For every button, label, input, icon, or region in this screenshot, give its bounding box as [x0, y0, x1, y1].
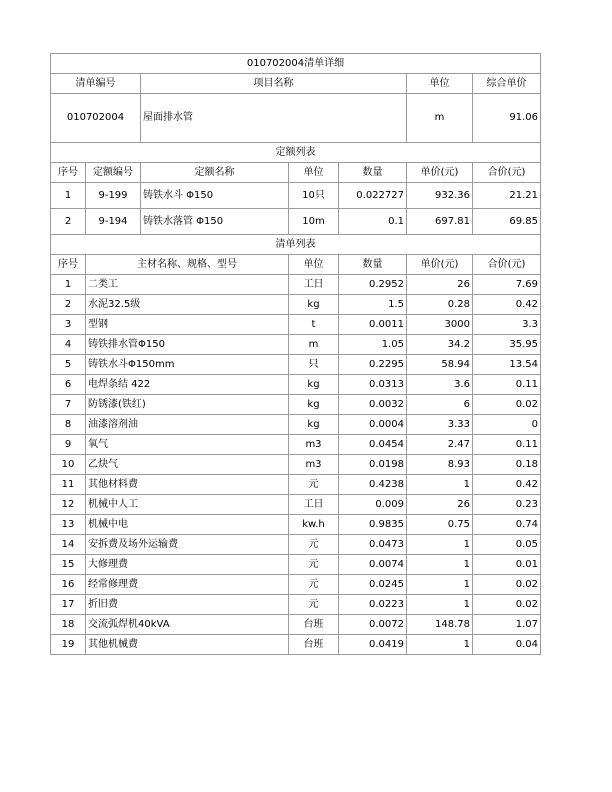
material-total: 0 [473, 415, 541, 435]
material-name: 大修理费 [86, 555, 289, 575]
col-code-header: 清单编号 [51, 74, 141, 94]
material-no: 5 [51, 355, 86, 375]
material-total: 0.42 [473, 475, 541, 495]
material-price: 1 [407, 555, 473, 575]
material-row [51, 555, 541, 575]
material-unit: 只 [289, 355, 339, 375]
material-qty: 0.0198 [339, 455, 407, 475]
material-qty: 0.009 [339, 495, 407, 515]
quota-header-code: 定额编号 [86, 163, 141, 183]
quota-name: 铸铁水斗 Φ150 [141, 183, 289, 209]
quota-code: 9-199 [86, 183, 141, 209]
material-unit: t [289, 315, 339, 335]
material-no: 18 [51, 615, 86, 635]
quota-code: 9-194 [86, 209, 141, 235]
quota-price: 697.81 [407, 209, 473, 235]
material-price: 6 [407, 395, 473, 415]
material-price: 1 [407, 535, 473, 555]
material-qty: 0.0473 [339, 535, 407, 555]
material-name: 机械中电 [86, 515, 289, 535]
material-qty: 0.0223 [339, 595, 407, 615]
material-price: 1 [407, 475, 473, 495]
material-total: 35.95 [473, 335, 541, 355]
material-unit: 台班 [289, 615, 339, 635]
material-total: 0.02 [473, 595, 541, 615]
material-price: 1 [407, 575, 473, 595]
material-unit: 元 [289, 475, 339, 495]
col-name-header: 项目名称 [141, 74, 407, 94]
material-total: 0.04 [473, 635, 541, 655]
material-price: 34.2 [407, 335, 473, 355]
quota-total: 69.85 [473, 209, 541, 235]
material-qty: 0.2295 [339, 355, 407, 375]
quota-total: 21.21 [473, 183, 541, 209]
quota-row [51, 183, 541, 209]
material-no: 1 [51, 275, 86, 295]
material-row [51, 355, 541, 375]
materials-header-qty: 数量 [339, 255, 407, 275]
material-name: 交流弧焊机40kVA [86, 615, 289, 635]
material-unit: kg [289, 415, 339, 435]
material-price: 26 [407, 275, 473, 295]
material-price: 3000 [407, 315, 473, 335]
material-no: 19 [51, 635, 86, 655]
material-qty: 0.9835 [339, 515, 407, 535]
material-qty: 0.0032 [339, 395, 407, 415]
material-price: 2.47 [407, 435, 473, 455]
material-name: 电焊条结 422 [86, 375, 289, 395]
material-unit: m [289, 335, 339, 355]
material-no: 17 [51, 595, 86, 615]
material-no: 9 [51, 435, 86, 455]
material-row [51, 435, 541, 455]
quota-no: 1 [51, 183, 86, 209]
material-total: 0.74 [473, 515, 541, 535]
col-price-header: 综合单价 [473, 74, 541, 94]
material-total: 0.18 [473, 455, 541, 475]
material-price: 0.75 [407, 515, 473, 535]
material-total: 0.02 [473, 575, 541, 595]
material-total: 13.54 [473, 355, 541, 375]
quota-header-row [51, 163, 541, 183]
material-price: 3.6 [407, 375, 473, 395]
material-row [51, 635, 541, 655]
material-name: 经常修理费 [86, 575, 289, 595]
materials-header-name: 主材名称、规格、型号 [86, 255, 289, 275]
materials-section-title: 清单列表 [51, 235, 541, 255]
material-total: 3.3 [473, 315, 541, 335]
material-name: 水泥32.5级 [86, 295, 289, 315]
material-qty: 0.0419 [339, 635, 407, 655]
quota-unit: 10m [289, 209, 339, 235]
material-name: 其他机械费 [86, 635, 289, 655]
material-qty: 0.0074 [339, 555, 407, 575]
material-total: 0.11 [473, 435, 541, 455]
material-qty: 0.4238 [339, 475, 407, 495]
materials-header-row [51, 255, 541, 275]
material-unit: 元 [289, 555, 339, 575]
material-name: 铸铁水斗Φ150mm [86, 355, 289, 375]
material-total: 0.02 [473, 395, 541, 415]
material-row [51, 335, 541, 355]
item-price: 91.06 [473, 94, 541, 143]
material-total: 7.69 [473, 275, 541, 295]
material-no: 4 [51, 335, 86, 355]
col-unit-header: 单位 [407, 74, 473, 94]
material-name: 二类工 [86, 275, 289, 295]
material-qty: 0.0245 [339, 575, 407, 595]
material-unit: kw.h [289, 515, 339, 535]
item-header-row [51, 74, 541, 94]
material-qty: 0.0011 [339, 315, 407, 335]
material-price: 26 [407, 495, 473, 515]
material-total: 0.11 [473, 375, 541, 395]
material-name: 铸铁排水管Φ150 [86, 335, 289, 355]
item-unit: m [407, 94, 473, 143]
material-unit: 工日 [289, 275, 339, 295]
material-unit: 元 [289, 595, 339, 615]
bill-detail-table [50, 53, 541, 655]
materials-section-row [51, 235, 541, 255]
material-qty: 0.0004 [339, 415, 407, 435]
material-price: 8.93 [407, 455, 473, 475]
material-row [51, 375, 541, 395]
material-price: 58.94 [407, 355, 473, 375]
materials-header-price: 单价(元) [407, 255, 473, 275]
material-total: 0.23 [473, 495, 541, 515]
quota-name: 铸铁水落管 Φ150 [141, 209, 289, 235]
material-no: 14 [51, 535, 86, 555]
quota-header-qty: 数量 [339, 163, 407, 183]
material-row [51, 615, 541, 635]
material-row [51, 495, 541, 515]
sheet-title-row [51, 54, 541, 74]
material-no: 3 [51, 315, 86, 335]
material-row [51, 395, 541, 415]
material-qty: 0.2952 [339, 275, 407, 295]
material-row [51, 535, 541, 555]
quota-header-unit: 单位 [289, 163, 339, 183]
materials-header-no: 序号 [51, 255, 86, 275]
material-row [51, 315, 541, 335]
material-no: 10 [51, 455, 86, 475]
material-unit: 元 [289, 535, 339, 555]
material-price: 1 [407, 595, 473, 615]
material-row [51, 475, 541, 495]
material-unit: 台班 [289, 635, 339, 655]
material-row [51, 455, 541, 475]
material-no: 6 [51, 375, 86, 395]
material-unit: m3 [289, 435, 339, 455]
material-unit: 元 [289, 575, 339, 595]
material-name: 防锈漆(铁红) [86, 395, 289, 415]
materials-header-unit: 单位 [289, 255, 339, 275]
material-no: 15 [51, 555, 86, 575]
material-name: 油漆溶剂油 [86, 415, 289, 435]
material-qty: 0.0454 [339, 435, 407, 455]
material-no: 8 [51, 415, 86, 435]
material-no: 13 [51, 515, 86, 535]
material-total: 0.01 [473, 555, 541, 575]
material-no: 2 [51, 295, 86, 315]
material-row [51, 275, 541, 295]
material-total: 0.05 [473, 535, 541, 555]
material-qty: 1.5 [339, 295, 407, 315]
material-name: 安拆费及场外运输费 [86, 535, 289, 555]
material-name: 折旧费 [86, 595, 289, 615]
material-qty: 0.0072 [339, 615, 407, 635]
quota-section-row [51, 143, 541, 163]
material-no: 12 [51, 495, 86, 515]
material-price: 148.78 [407, 615, 473, 635]
material-unit: kg [289, 375, 339, 395]
quota-no: 2 [51, 209, 86, 235]
material-unit: kg [289, 395, 339, 415]
material-total: 0.42 [473, 295, 541, 315]
material-unit: 工日 [289, 495, 339, 515]
material-row [51, 415, 541, 435]
bill-detail-sheet [50, 53, 540, 655]
material-price: 3.33 [407, 415, 473, 435]
quota-header-price: 单价(元) [407, 163, 473, 183]
item-code: 010702004 [51, 94, 141, 143]
material-name: 乙炔气 [86, 455, 289, 475]
quota-price: 932.36 [407, 183, 473, 209]
quota-qty: 0.022727 [339, 183, 407, 209]
quota-header-name: 定额名称 [141, 163, 289, 183]
quota-section-title: 定额列表 [51, 143, 541, 163]
quota-header-no: 序号 [51, 163, 86, 183]
material-name: 型钢 [86, 315, 289, 335]
quota-row [51, 209, 541, 235]
material-name: 机械中人工 [86, 495, 289, 515]
quota-header-total: 合价(元) [473, 163, 541, 183]
material-name: 氧气 [86, 435, 289, 455]
quota-qty: 0.1 [339, 209, 407, 235]
material-name: 其他材料费 [86, 475, 289, 495]
material-no: 7 [51, 395, 86, 415]
material-row [51, 575, 541, 595]
material-price: 0.28 [407, 295, 473, 315]
materials-header-total: 合价(元) [473, 255, 541, 275]
item-name: 屋面排水管 [141, 94, 407, 143]
material-row [51, 295, 541, 315]
material-row [51, 595, 541, 615]
material-price: 1 [407, 635, 473, 655]
material-unit: m3 [289, 455, 339, 475]
material-qty: 1.05 [339, 335, 407, 355]
material-total: 1.07 [473, 615, 541, 635]
material-no: 11 [51, 475, 86, 495]
material-row [51, 515, 541, 535]
sheet-title: 010702004清单详细 [51, 54, 541, 74]
material-unit: kg [289, 295, 339, 315]
item-row [51, 94, 541, 143]
material-no: 16 [51, 575, 86, 595]
quota-unit: 10只 [289, 183, 339, 209]
material-qty: 0.0313 [339, 375, 407, 395]
